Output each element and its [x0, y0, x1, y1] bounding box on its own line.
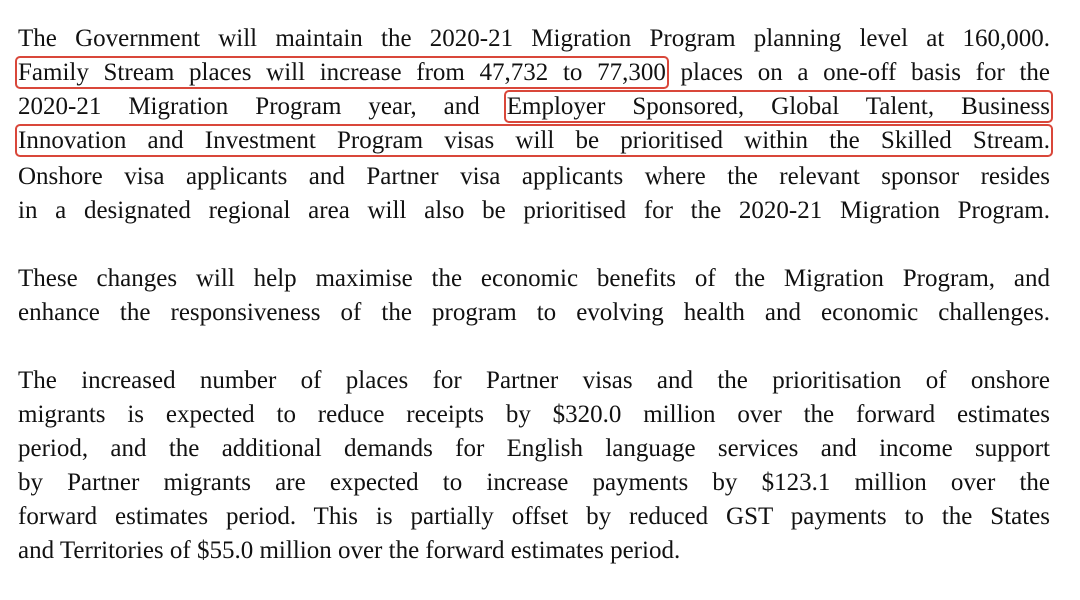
paragraph-3-line-3	[18, 432, 1050, 466]
paragraph-3-line-4	[18, 466, 1050, 500]
paragraph-2-line-2	[18, 296, 1050, 330]
text-span: The increased number of places for Partner visas and the prioritisation of onshore	[18, 367, 1050, 394]
text-span: Onshore visa applicants and Partner visa applicants where the relevant sponsor resides	[18, 163, 1050, 190]
text-span: in a designated regional area will also be prioritised for the 2020-21 Migration Program.	[18, 197, 1050, 224]
paragraph-3-line-6	[18, 534, 1050, 568]
highlight-employer-sponsored: Employer Sponsored, Global Talent, Business	[506, 93, 1050, 120]
paragraph-3-line-1	[18, 364, 1050, 398]
paragraph-1-line-2	[18, 56, 1050, 90]
paragraph-3-line-5	[18, 500, 1050, 534]
text-span: 2020-21 Migration Program year, and	[18, 93, 507, 120]
paragraph-1-line-1	[18, 22, 1050, 56]
paragraph-1-line-4	[18, 124, 1050, 158]
text-span: These changes will help maximise the economic benefits of the Migration Program, and	[18, 265, 1050, 292]
paragraph-3-line-2	[18, 398, 1050, 432]
text-span: places on a one-off basis for the	[665, 59, 1051, 86]
paragraph-1-line-6	[18, 194, 1050, 228]
highlight-skilled-stream: Innovation and Investment Program visas will be prioritised within the Skilled Stream.	[18, 127, 1050, 154]
paragraph-1-line-3	[18, 90, 1050, 124]
text-span: enhance the responsiveness of the program to evolving health and economic challenges.	[18, 299, 1050, 326]
text-span: period, and the additional demands for English language services and income support	[18, 435, 1050, 462]
paragraph-1-line-5	[18, 160, 1050, 194]
text-span: by Partner migrants are expected to increase payments by $123.1 million over the	[18, 469, 1050, 496]
text-span: migrants is expected to reduce receipts by $320.0 million over the forward estimates	[18, 401, 1050, 428]
text-span: and Territories of $55.0 million over the forward estimates period.	[18, 537, 681, 564]
highlight-family-stream: Family Stream places will increase from 47,732 to 77,300	[18, 59, 666, 86]
text-span: The Government will maintain the 2020-21 Migration Program planning level at 160,000.	[18, 25, 1050, 52]
paragraph-2-line-1	[18, 262, 1050, 296]
text-span: forward estimates period. This is partially offset by reduced GST payments to the States	[18, 503, 1050, 530]
